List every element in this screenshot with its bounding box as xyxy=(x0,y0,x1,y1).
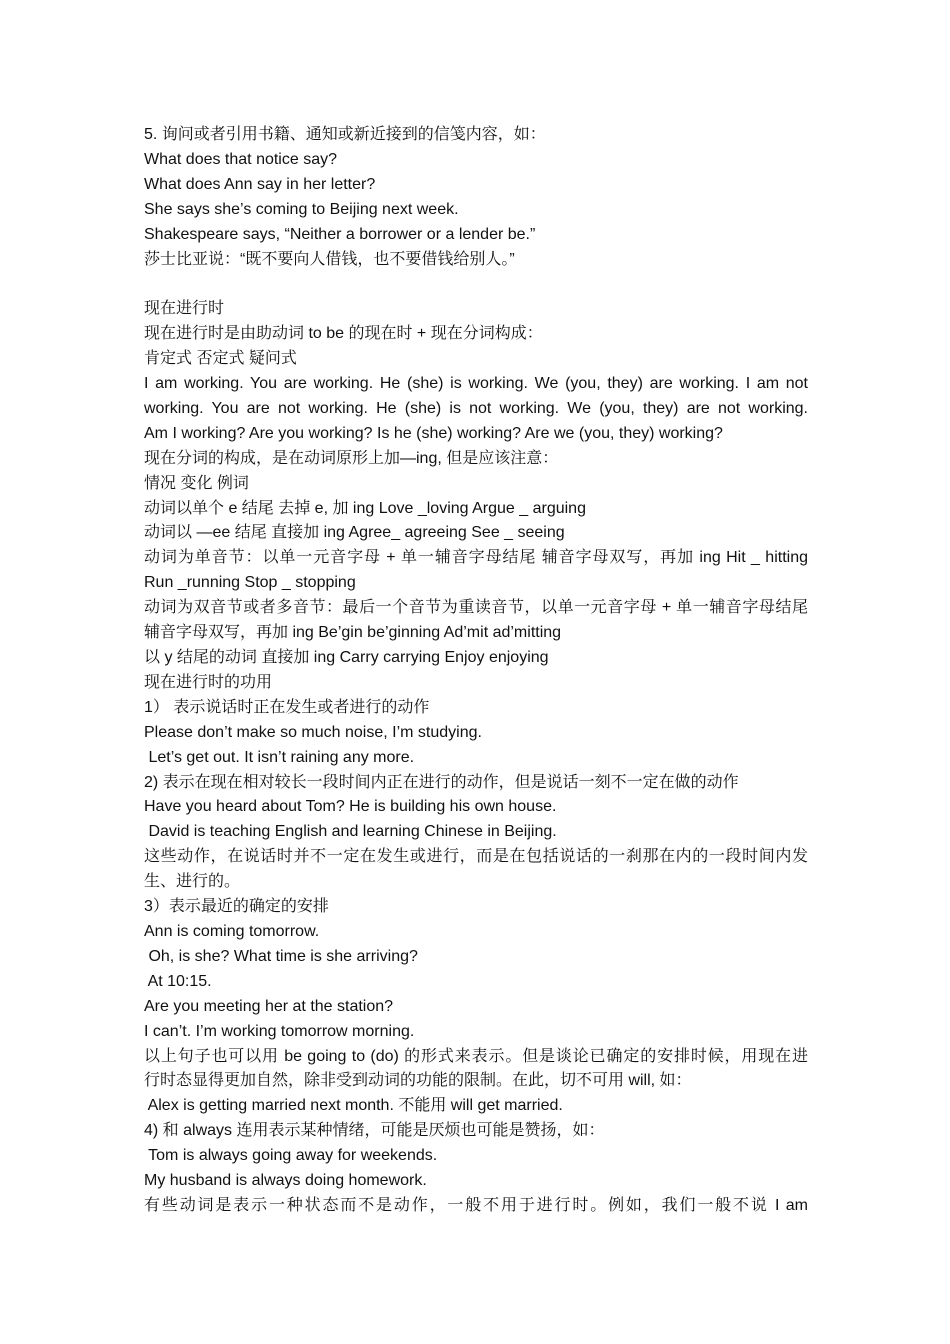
text-line: 以 y 结尾的动词 直接加 ing Carry carrying Enjoy enjoying xyxy=(144,649,549,667)
text-line: David is teaching English and learning Chinese in Beijing. xyxy=(144,823,557,841)
text-line: 莎士比亚说：“既不要向人借钱，也不要借钱给别人。” xyxy=(144,250,515,268)
document-page xyxy=(144,123,808,1219)
text-line: 4) 和 always 连用表示某种情绪，可能是厌烦也可能是赞扬，如： xyxy=(144,1122,605,1140)
text-line: Ann is coming tomorrow. xyxy=(144,922,320,940)
text-line: 现在分词的构成，是在动词原形上加—ing, 但是应该注意： xyxy=(144,449,559,467)
text-line: Shakespeare says, “Neither a borrower or a lender be.” xyxy=(144,225,536,243)
text-line: Please don’t make so much noise, I’m studying. xyxy=(144,723,482,741)
text-line: Oh, is she? What time is she arriving? xyxy=(144,947,418,965)
text-line: Tom is always going away for weekends. xyxy=(144,1147,438,1165)
text-line: 动词以单个 e 结尾 去掉 e, 加 ing Love _loving Argue _ arguing xyxy=(144,499,586,517)
text-line: Have you heard about Tom? He is building his own house. xyxy=(144,798,557,816)
text-line: 5. 询问或者引用书籍、通知或新近接到的信笺内容，如： xyxy=(144,126,546,143)
section-heading: 现在进行时 xyxy=(144,300,225,318)
text-line: Am I working? Are you working? Is he (she) working? Are we (you, they) working? xyxy=(144,424,723,442)
text-line: At 10:15. xyxy=(144,972,212,990)
text-line: 2) 表示在现在相对较长一段时间内正在进行的动作，但是说话一刻不一定在做的动作 xyxy=(144,773,739,791)
text-line: 肯定式 否定式 疑问式 xyxy=(144,350,297,368)
text-line: 辅音字母双写，再加 ing Be’gin be’ginning Ad’mit ad’mitting xyxy=(144,624,562,642)
text-line: working. You are not working. He (she) is not working. We (you, they) are not working. xyxy=(144,399,808,417)
text-line: 1） 表示说话时正在发生或者进行的动作 xyxy=(144,698,430,716)
text-line: 3）表示最近的确定的安排 xyxy=(144,898,329,916)
text-line: 现在进行时是由助动词 to be 的现在时 + 现在分词构成： xyxy=(144,325,543,343)
text-line: I am working. You are working. He (she) is working. We (you, they) are working. I am not xyxy=(144,375,808,393)
text-line: What does Ann say in her letter? xyxy=(144,175,376,193)
text-line: 生、进行的。 xyxy=(144,873,241,891)
text-line: 现在进行时的功用 xyxy=(144,673,273,691)
text-line: She says she’s coming to Beijing next week. xyxy=(144,200,459,218)
text-line: Run _running Stop _ stopping xyxy=(144,574,356,592)
text-line: 有些动词是表示一种状态而不是动作，一般不用于进行时。例如，我们一般不说 I am xyxy=(144,1196,808,1214)
text-line: What does that notice say? xyxy=(144,150,337,168)
text-line: Let’s get out. It isn’t raining any more. xyxy=(144,748,415,766)
text-line: 这些动作，在说话时并不一定在发生或进行，而是在包括说话的一刹那在内的一段时间内发 xyxy=(144,848,808,866)
text-line: Are you meeting her at the station? xyxy=(144,997,394,1015)
text-line: Alex is getting married next month. 不能用 will get married. xyxy=(144,1097,563,1115)
blank-line xyxy=(144,272,808,297)
text-line: My husband is always doing homework. xyxy=(144,1172,427,1190)
text-line: 情况 变化 例词 xyxy=(144,474,249,492)
text-line: 动词以 —ee 结尾 直接加 ing Agree_ agreeing See _ seeing xyxy=(144,524,565,542)
text-line: 以上句子也可以用 be going to (do) 的形式来表示。但是谈论已确定的安排时候，用现在进 xyxy=(144,1047,808,1065)
text-line: I can’t. I’m working tomorrow morning. xyxy=(144,1022,415,1040)
text-line: 行时态显得更加自然，除非受到动词的功能的限制。在此，切不可用 will, 如： xyxy=(144,1072,692,1090)
text-line: 动词为双音节或者多音节：最后一个音节为重读音节，以单一元音字母 + 单一辅音字母结尾 xyxy=(144,599,808,617)
text-line: 动词为单音节：以单一元音字母 + 单一辅音字母结尾 辅音字母双写，再加 ing Hit _ hitting xyxy=(144,549,808,567)
